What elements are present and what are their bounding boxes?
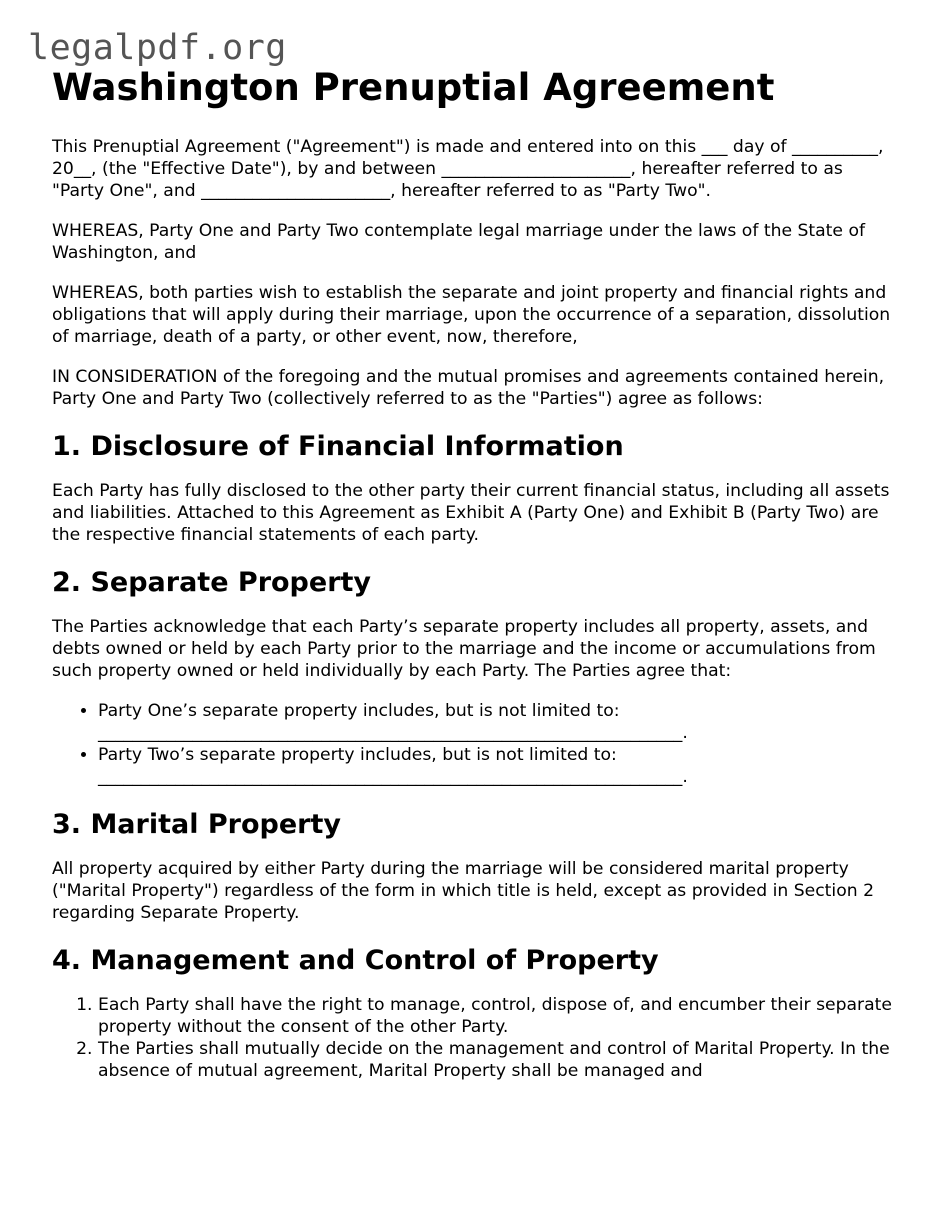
separate-property-list	[52, 700, 892, 788]
document-title: Washington Prenuptial Agreement	[52, 66, 775, 109]
section-2-body: The Parties acknowledge that each Party’s separate property includes all property, assets, and debts owned or held by each Party prior to the marriage and the income or accumulations from such property owned or held individually by each Party. The Parties agree that:	[52, 617, 876, 681]
list-item: • Party Two’s separate property includes, but is not limited to: ____________________________________________________________________.	[98, 744, 892, 788]
section-3-body: All property acquired by either Party during the marriage will be considered marital property ("Marital Property") regardless of the form in which title is held, except as provided in Section 2 regarding Separate Property.	[52, 859, 875, 923]
management-list	[52, 994, 892, 1082]
section-3-heading: 3. Marital Property	[52, 809, 341, 840]
list-item: 1. Each Party shall have the right to manage, control, dispose of, and encumber their separate property without the consent of the other Party.	[98, 994, 892, 1038]
document-page	[52, 66, 892, 1100]
watermark-logo-text: legalpdf.org	[28, 28, 287, 68]
whereas-paragraph-1: WHEREAS, Party One and Party Two contemplate legal marriage under the laws of the State of Washington, and	[52, 221, 866, 263]
section-1-heading: 1. Disclosure of Financial Information	[52, 431, 624, 462]
list-item: 2. The Parties shall mutually decide on the management and control of Marital Property. In the absence of mutual agreement, Marital Property shall be managed and	[98, 1038, 892, 1082]
section-2-heading: 2. Separate Property	[52, 567, 372, 598]
section-4-heading: 4. Management and Control of Property	[52, 945, 659, 976]
intro-paragraph: This Prenuptial Agreement ("Agreement") is made and entered into on this ___ day of __________, 20__, (the "Effective Date"), by and between ______________________, hereafter referred to as "Party One", and ______________________, hereafter referred to as "Party Two".	[52, 137, 884, 201]
list-item: • Party One’s separate property includes, but is not limited to: ____________________________________________________________________.	[98, 700, 892, 744]
section-1-body: Each Party has fully disclosed to the other party their current financial status, including all assets and liabilities. Attached to this Agreement as Exhibit A (Party One) and Exhibit B (Party Two) are the respective financial statements of each party.	[52, 481, 890, 545]
consideration-paragraph: IN CONSIDERATION of the foregoing and the mutual promises and agreements contained herein, Party One and Party Two (collectively referred to as the "Parties") agree as follows:	[52, 367, 885, 409]
whereas-paragraph-2: WHEREAS, both parties wish to establish the separate and joint property and financial rights and obligations that will apply during their marriage, upon the occurrence of a separation, dissolution of marriage, death of a party, or other event, now, therefore,	[52, 283, 891, 347]
